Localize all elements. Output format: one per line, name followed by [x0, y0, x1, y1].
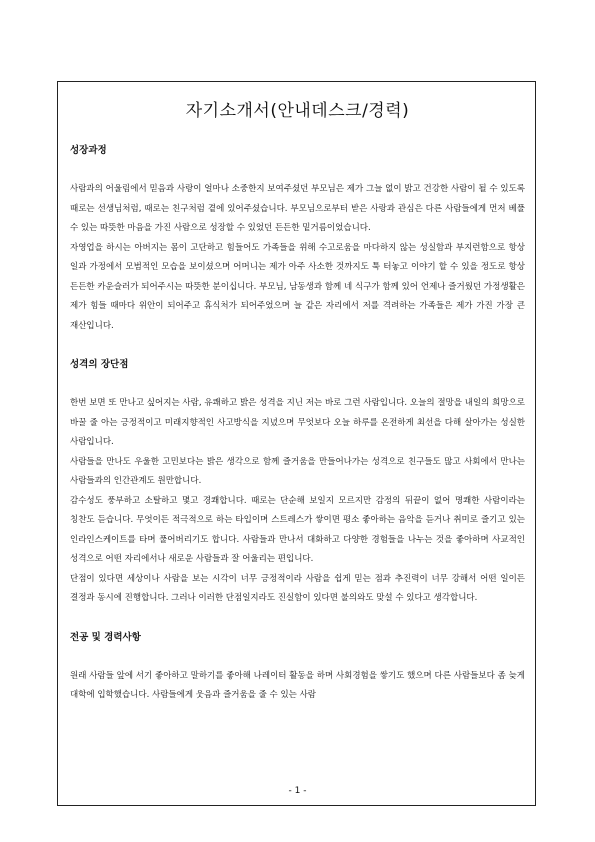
- section-heading: 성격의 장단점: [70, 359, 129, 370]
- paragraph: 한번 보면 또 만나고 싶어지는 사람, 유쾌하고 밝은 성격을 지닌 저는 바로 그런 사람입니다. 오늘의 절망을 내일의 희망으로 바꿀 줄 아는 긍정적이고 미래지향적인 사고방식을 지녔으며 무엇보다 오늘 하루를 온전하게 최선을 다해 살아가는 성실한 사람입니다.: [70, 398, 525, 447]
- document-title: 자기소개서(안내데스크/경력): [185, 101, 410, 121]
- section-career: [70, 631, 525, 706]
- document-body: [70, 144, 525, 728]
- section-growth: [70, 144, 525, 336]
- section-heading: 성장과정: [70, 145, 107, 156]
- section-heading: 전공 및 경력사항: [70, 631, 141, 643]
- paragraph: 단점이 있다면 세상이나 사람을 보는 시각이 너무 긍정적이라 사람을 쉽게 믿는 점과 추진력이 너무 강해서 어떤 일이든 결정과 동시에 진행합니다. 그러나 이러한 단점일지라도 진실함이 있다면 불의와도 맞설 수 있다고 생각합니다.: [70, 573, 525, 603]
- page-number: - 1 -: [288, 786, 307, 796]
- section-personality: [70, 358, 525, 609]
- paragraph: 원래 사람들 앞에 서기 좋아하고 말하기를 좋아해 나레이터 활동을 하며 사회경험을 쌓기도 했으며 다른 사람들보다 좀 늦게 대학에 입학했습니다. 사람들에게 웃음과 즐거움을 줄 수 있는 사람: [70, 670, 525, 700]
- paragraph: 사람들을 만나도 우울한 고민보다는 밝은 생각으로 함께 즐거움을 만들어나가는 성격으로 친구들도 많고 사회에서 만나는 사람들과의 인간관계도 원만합니다.: [70, 456, 525, 486]
- paragraph: 감수성도 풍부하고 소탈하고 몇고 경쾌합니다. 때로는 단순해 보일지 모르지만 감정의 뒤끝이 없어 명쾌한 사람이라는 칭찬도 듣습니다. 무엇이든 적극적으로 하는 타입이며 스트레스가 쌓이면 평소 좋아하는 음악을 듣거나 취미로 즐기고 있는 인라인스케이트를 타며 풀어버리기도 합니다. 사람들과 만나서 대화하고 다양한 경험들을 나누는 것을 좋아하며 사교적인 성격으로 어떤 자리에서나 새로운 사람들과 잘 어울리는 편입니다.: [70, 495, 525, 564]
- paragraph: 자영업을 하시는 아버지는 몸이 고단하고 힘들어도 가족들을 위해 수고로움을 마다하지 않는 성실함과 부지런함으로 항상 일과 가정에서 모범적인 모습을 보이셨으며 어머니는 제가 아주 사소한 것까지도 툭 터놓고 이야기 할 수 있을 정도로 항상 든든한 카운슬러가 되어주시는 따뜻한 분이십니다. 부모님, 남동생과 함께 네 식구가 함께 있어 언제나 즐거웠던 가정생활은 제가 힘들 때마다 위안이 되어주고 휴식처가 되어주었으며 늘 같은 자리에서 저를 격려하는 가족들은 제가 가진 가장 큰 재산입니다.: [70, 242, 525, 331]
- paragraph: 사람과의 어울림에서 믿음과 사랑이 얼마나 소중한지 보여주셨던 부모님은 제가 그늘 없이 밝고 건강한 사람이 될 수 있도록 때로는 선생님처럼, 때로는 친구처럼 곁에 있어주셨습니다. 부모님으로부터 받은 사랑과 관심은 다른 사람들에게 먼저 베풀 수 있는 따뜻한 마음을 가진 사람으로 성장할 수 있었던 든든한 밑거름이었습니다.: [70, 184, 525, 233]
